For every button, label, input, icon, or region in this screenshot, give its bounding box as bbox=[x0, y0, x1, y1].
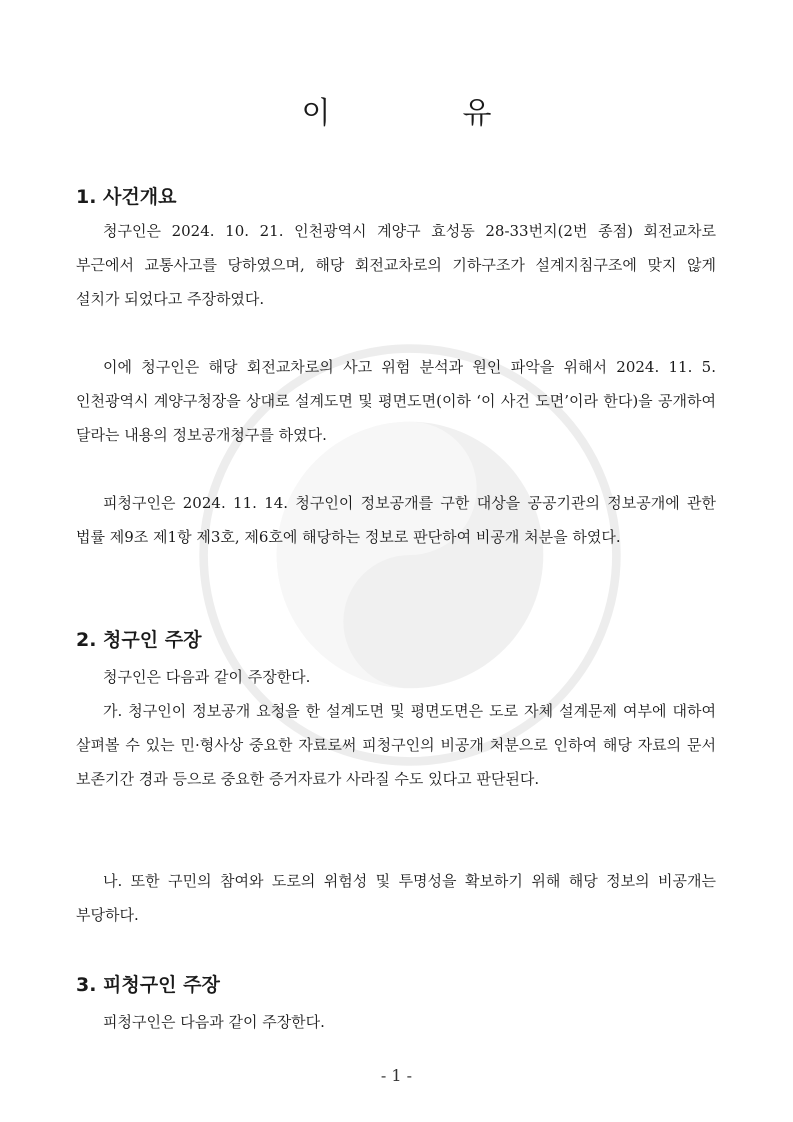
page-number: - 1 - bbox=[380, 1066, 413, 1085]
paragraph-respondent-intro: 피청구인은 다음과 같이 주장한다. bbox=[103, 1013, 325, 1031]
paragraph-claimant-ga: 가. 청구인이 정보공개 요청을 한 설계도면 및 평면도면은 도로 자체 설계문제 여부에 대하여 살펴볼 수 있는 민·형사상 중요한 자료로써 피청구인의 비공개 처분으로 인하여 해당 자료의 문서 보존기간 경과 등으로 중요한 증거자료가 사라질 수도 있다고 판단된다. bbox=[76, 702, 716, 788]
title-char-1: 이 bbox=[301, 96, 331, 131]
section-heading-respondent: 3. 피청구인 주장 bbox=[76, 974, 220, 996]
paragraph-claimant-intro: 청구인은 다음과 같이 주장한다. bbox=[103, 668, 311, 686]
section-heading-claimant: 2. 청구인 주장 bbox=[76, 629, 202, 651]
title-char-2: 유 bbox=[462, 96, 492, 131]
paragraph-overview-2: 이에 청구인은 해당 회전교차로의 사고 위험 분석과 원인 파악을 위해서 2024. 11. 5. 인천광역시 계양구청장을 상대로 설계도면 및 평면도면(이하 ‘이 사건 도면’이라 한다)을 공개하여 달라는 내용의 정보공개청구를 하였다. bbox=[76, 358, 716, 444]
paragraph-overview-3: 피청구인은 2024. 11. 14. 청구인이 정보공개를 구한 대상을 공공기관의 정보공개에 관한 법률 제9조 제1항 제3호, 제6호에 해당하는 정보로 판단하여 비공개 처분을 하였다. bbox=[76, 494, 716, 546]
document-title bbox=[0, 88, 793, 132]
paragraph-overview-1: 청구인은 2024. 10. 21. 인천광역시 계양구 효성동 28-33번지(2번 종점) 회전교차로 부근에서 교통사고를 당하였으며, 해당 회전교차로의 기하구조가 설계지침구조에 맞지 않게 설치가 되었다고 주장하였다. bbox=[76, 222, 716, 308]
section-heading-overview: 1. 사건개요 bbox=[76, 186, 177, 208]
paragraph-claimant-na: 나. 또한 구민의 참여와 도로의 위험성 및 투명성을 확보하기 위해 해당 정보의 비공개는 부당하다. bbox=[76, 872, 716, 924]
